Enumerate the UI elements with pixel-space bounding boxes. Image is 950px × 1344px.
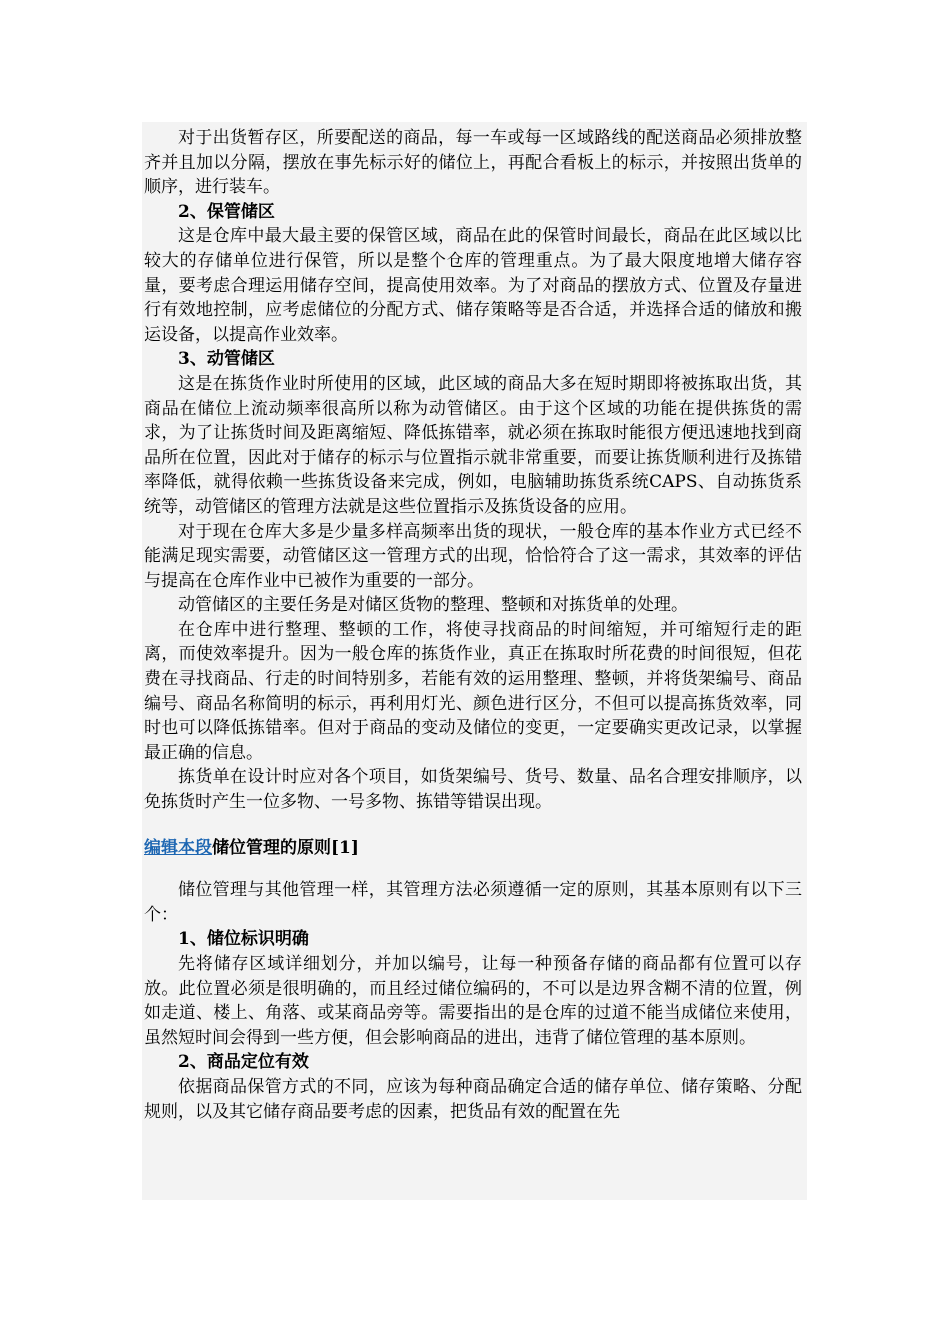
paragraph: 这是仓库中最大最主要的保管区域，商品在此的保管时间最长，商品在此区域以比较大的存储单位进行保管，所以是整个仓库的管理重点。为了最大限度地增大储存容量，要考虑合理运用储存空间，提高使用效率。为了对商品的摆放方式、位置及存量进行有效地控制，应考虑储位的分配方式、储存策略等是否合适，并选择合适的储放和搬运设备，以提高作业效率。 bbox=[144, 226, 802, 345]
edit-section-link[interactable]: 编辑本段 bbox=[144, 837, 212, 858]
section-heading bbox=[144, 836, 802, 861]
subheading: 2、商品定位有效 bbox=[178, 1052, 309, 1073]
subheading: 3、动管储区 bbox=[178, 349, 275, 370]
bottom-paragraphs bbox=[144, 878, 802, 1124]
paragraph: 在仓库中进行整理、整顿的工作，将使寻找商品的时间缩短，并可缩短行走的距离，而使效率提升。因为一般仓库的拣货作业，真正在拣取时所花费的时间很短，但花费在寻找商品、行走的时间特别多，若能有效的运用整理、整顿，并将货架编号、商品编号、商品名称简明的标示，再利用灯光、颜色进行区分，不但可以提高拣货效率，同时也可以降低拣错率。但对于商品的变动及储位的变更，一定要确实更改记录，以掌握最正确的信息。 bbox=[144, 619, 802, 763]
paragraph: 动管储区的主要任务是对储区货物的整理、整顿和对拣货单的处理。 bbox=[178, 595, 688, 616]
paragraph: 依据商品保管方式的不同，应该为每种商品确定合适的储存单位、储存策略、分配规则，以及其它储存商品要考虑的因素，把货品有效的配置在先 bbox=[144, 1076, 802, 1122]
paragraph: 对于出货暂存区，所要配送的商品，每一车或每一区域路线的配送商品必须排放整齐并且加以分隔，摆放在事先标示好的储位上，再配合看板上的标示，并按照出货单的顺序，进行装车。 bbox=[144, 128, 802, 198]
paragraph: 对于现在仓库大多是少量多样高频率出货的现状，一般仓库的基本作业方式已经不能满足现实需要，动管储区这一管理方式的出现，恰恰符合了这一需求，其效率的评估与提高在仓库作业中已被作为重要的一部分。 bbox=[144, 521, 802, 591]
article-body bbox=[144, 126, 802, 1124]
paragraph: 先将储存区域详细划分，并加以编号，让每一种预备存储的商品都有位置可以存放。此位置必须是很明确的，而且经过储位编码的，不可以是边界含糊不清的位置，例如走道、楼上、角落、或某商品旁等。需要指出的是仓库的过道不能当成储位来使用，虽然短时间会得到一些方便，但会影响商品的进出，违背了储位管理的基本原则。 bbox=[144, 954, 802, 1048]
paragraph: 这是在拣货作业时所使用的区域，此区域的商品大多在短时期即将被拣取出货，其商品在储位上流动频率很高所以称为动管储区。由于这个区域的功能在提供拣货的需求，为了让拣货时间及距离缩短、降低拣错率，就必须在拣取时能很方便迅速地找到商品所在位置，因此对于储存的标示与位置指示就非常重要，而要让拣货顺利进行及拣错率降低，就得依赖一些拣货设备来完成，例如，电脑辅助拣货系统CAPS、自动拣货系统等，动管储区的管理方法就是这些位置指示及拣货设备的应用。 bbox=[144, 373, 802, 517]
subheading: 1、储位标识明确 bbox=[178, 929, 309, 950]
paragraph: 储位管理与其他管理一样，其管理方法必须遵循一定的原则，其基本原则有以下三个： bbox=[144, 880, 802, 925]
paragraph: 拣货单在设计时应对各个项目，如货架编号、货号、数量、品名合理安排顺序，以免拣货时产生一位多物、一号多物、拣错等错误出现。 bbox=[144, 767, 802, 813]
top-paragraphs bbox=[144, 126, 802, 815]
section-title: 储位管理的原则[1] bbox=[212, 837, 359, 858]
subheading: 2、保管储区 bbox=[178, 201, 275, 222]
spacer bbox=[144, 860, 802, 878]
spacer bbox=[144, 815, 802, 836]
